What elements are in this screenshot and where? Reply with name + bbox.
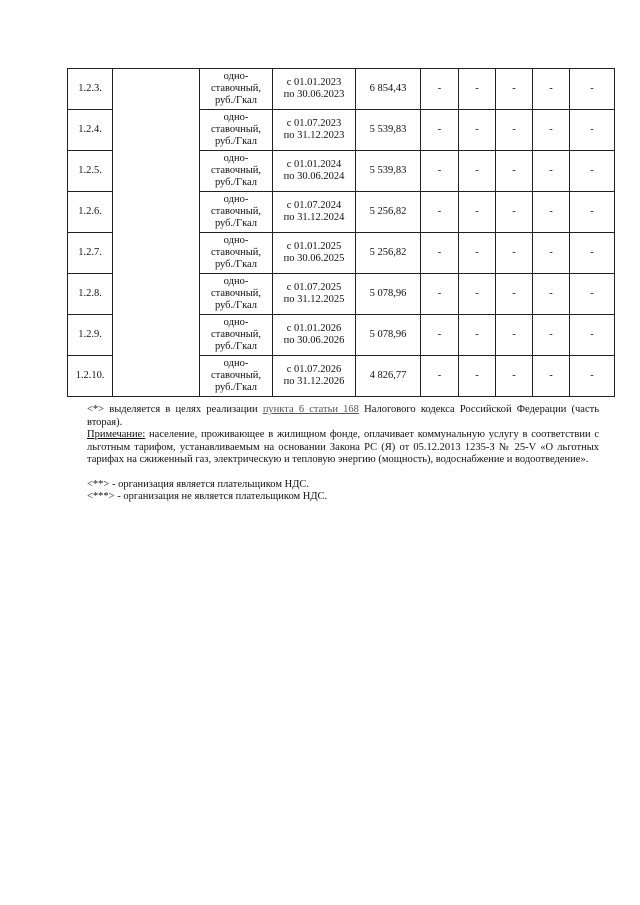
remark — [87, 429, 599, 467]
period-to: по 30.06.2023 — [283, 89, 345, 100]
tariff-value-cell: 4 826,77 — [356, 356, 421, 397]
period-cell — [273, 69, 356, 110]
tariff-value-cell: 5 078,96 — [356, 274, 421, 315]
dash-cell: - — [496, 274, 533, 315]
period-to: по 31.12.2025 — [283, 294, 345, 305]
dash-cell: - — [421, 69, 459, 110]
dash-cell: - — [496, 192, 533, 233]
period-to: по 30.06.2024 — [283, 171, 345, 182]
dash-cell: - — [421, 233, 459, 274]
row-number-cell: 1.2.8. — [68, 274, 113, 315]
dash-cell: - — [570, 315, 615, 356]
row-number-cell: 1.2.9. — [68, 315, 113, 356]
period-cell — [273, 356, 356, 397]
dash-cell: - — [533, 192, 570, 233]
period-from: с 01.01.2025 — [286, 241, 342, 252]
rate-type-cell: одно-ставочный, руб./Гкал — [200, 110, 273, 151]
tariff-value-cell: 5 539,83 — [356, 110, 421, 151]
row-number-cell: 1.2.4. — [68, 110, 113, 151]
dash-cell: - — [421, 356, 459, 397]
dash-cell: - — [570, 356, 615, 397]
dash-cell: - — [533, 233, 570, 274]
period-cell — [273, 274, 356, 315]
footnotes — [87, 404, 599, 504]
dash-cell: - — [570, 110, 615, 151]
dash-cell: - — [421, 151, 459, 192]
dash-cell: - — [496, 315, 533, 356]
period-from: с 01.07.2023 — [286, 118, 342, 129]
period-from: с 01.07.2025 — [286, 282, 342, 293]
footnote-single-star: <*> выделяется в целях реализации пункта 6 статьи 168 Налогового кодекса Российской Федерации (часть вторая). — [87, 404, 599, 428]
rate-type-cell: одно-ставочный, руб./Гкал — [200, 69, 273, 110]
rate-type-cell: одно-ставочный, руб./Гкал — [200, 151, 273, 192]
period-to: по 31.12.2023 — [283, 130, 345, 141]
tariff-value-cell: 5 256,82 — [356, 192, 421, 233]
remark-text: население, проживающее в жилищном фонде, оплачивает коммунальную услугу в соответствии с льготным тарифом, устанавливаемым на основании Закона РС (Я) от 05.12.2013 1235-З № 25-V «О льготных тарифах на сжиженный газ, электрическую и тепловую энергию (мощность), водоснабжение и водоотведение». — [87, 429, 599, 465]
footnote-double-star: <**> - организация является плательщиком НДС. — [87, 478, 309, 490]
row-number-cell: 1.2.5. — [68, 151, 113, 192]
table-row — [68, 69, 615, 110]
row-number-cell: 1.2.3. — [68, 69, 113, 110]
rate-type-cell: одно-ставочный, руб./Гкал — [200, 315, 273, 356]
dash-cell: - — [421, 274, 459, 315]
dash-cell: - — [533, 356, 570, 397]
tariff-value-cell: 5 539,83 — [356, 151, 421, 192]
dash-cell: - — [496, 69, 533, 110]
dash-cell: - — [421, 192, 459, 233]
tariff-value-cell: 6 854,43 — [356, 69, 421, 110]
dash-cell: - — [459, 356, 496, 397]
dash-cell: - — [533, 69, 570, 110]
dash-cell: - — [496, 151, 533, 192]
period-cell — [273, 110, 356, 151]
period-from: с 01.07.2024 — [286, 200, 342, 211]
dash-cell: - — [570, 151, 615, 192]
tariff-value-cell: 5 078,96 — [356, 315, 421, 356]
dash-cell: - — [459, 151, 496, 192]
dash-cell: - — [570, 69, 615, 110]
tariff-table — [67, 68, 615, 397]
period-to: по 30.06.2025 — [283, 253, 345, 264]
period-from: с 01.01.2026 — [286, 323, 342, 334]
dash-cell: - — [459, 315, 496, 356]
period-cell — [273, 192, 356, 233]
dash-cell: - — [533, 315, 570, 356]
rate-type-cell: одно-ставочный, руб./Гкал — [200, 233, 273, 274]
period-to: по 30.06.2026 — [283, 335, 345, 346]
remark-label: Примечание: — [87, 429, 146, 440]
period-from: с 01.01.2023 — [286, 77, 342, 88]
dash-cell: - — [533, 110, 570, 151]
rate-type-cell: одно-ставочный, руб./Гкал — [200, 356, 273, 397]
row-number-cell: 1.2.7. — [68, 233, 113, 274]
dash-cell: - — [459, 233, 496, 274]
tax-code-link[interactable]: пункта 6 статьи 168 — [262, 404, 359, 415]
dash-cell: - — [459, 69, 496, 110]
footnote-triple-star: <***> - организация не является плательщиком НДС. — [87, 491, 328, 502]
dash-cell: - — [496, 233, 533, 274]
dash-cell: - — [533, 274, 570, 315]
dash-cell: - — [570, 192, 615, 233]
period-cell — [273, 151, 356, 192]
row-number-cell: 1.2.6. — [68, 192, 113, 233]
period-to: по 31.12.2026 — [283, 376, 345, 387]
tariff-table-body — [68, 69, 615, 397]
dash-cell: - — [496, 356, 533, 397]
period-cell — [273, 233, 356, 274]
tariff-value-cell: 5 256,82 — [356, 233, 421, 274]
dash-cell: - — [496, 110, 533, 151]
dash-cell: - — [533, 151, 570, 192]
row-number-cell: 1.2.10. — [68, 356, 113, 397]
period-to: по 31.12.2024 — [283, 212, 345, 223]
dash-cell: - — [459, 274, 496, 315]
period-from: с 01.07.2026 — [286, 364, 342, 375]
rate-type-cell: одно-ставочный, руб./Гкал — [200, 192, 273, 233]
dash-cell: - — [421, 110, 459, 151]
period-cell — [273, 315, 356, 356]
dash-cell: - — [570, 233, 615, 274]
empty-merged-cell — [113, 69, 200, 397]
dash-cell: - — [459, 110, 496, 151]
period-from: с 01.01.2024 — [286, 159, 342, 170]
dash-cell: - — [570, 274, 615, 315]
dash-cell: - — [459, 192, 496, 233]
dash-cell: - — [421, 315, 459, 356]
rate-type-cell: одно-ставочный, руб./Гкал — [200, 274, 273, 315]
